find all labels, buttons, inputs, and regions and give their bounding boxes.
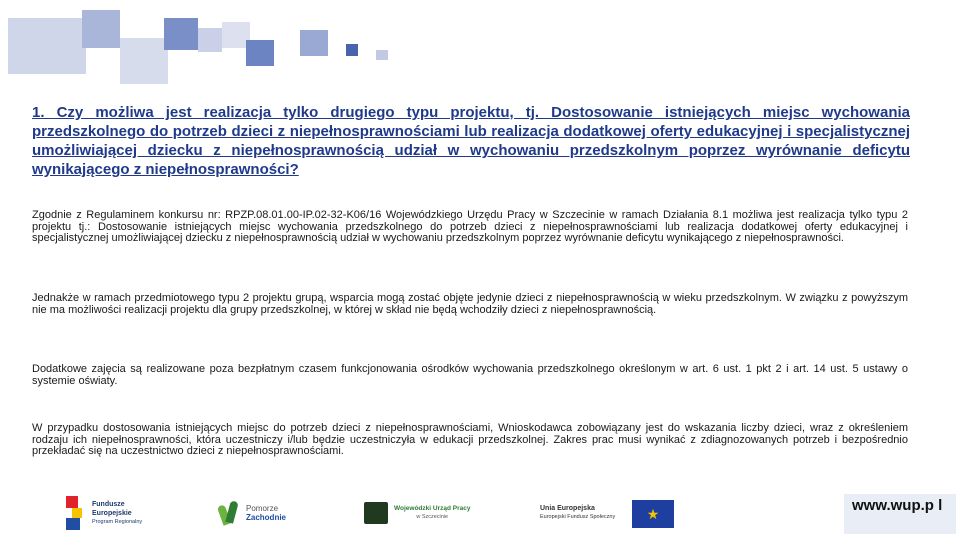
website-url: www.wup.p l [852,497,943,514]
wup-logo: Wojewódzki Urząd Pracy w Szczecinie [364,494,470,532]
fundusze-europejskie-logo: Fundusze Europejskie Program Regionalny [66,494,142,532]
decor-square [246,40,274,66]
wup-mark-icon [364,502,388,524]
decor-square [120,38,168,84]
question-heading: 1. Czy możliwa jest realizacja tylko drugiego typu projektu, tj. Dostosowanie istniejących miejsc wychowania przedszkolnego do potrzeb dzieci z niepełnosprawnościami lub realizacja dodatkowej oferty edukacyjnej i specjalistycznej umożliwiającej dziecku z niepełnosprawnością udział w wychowaniu przedszkolnym poprzez wyrównanie deficytu wynikającego z niepełnosprawności? [32,104,910,178]
decor-square [346,44,358,56]
answer-paragraph: Jednakże w ramach przedmiotowego typu 2 projektu grupą, wsparcia mogą zostać objęte jedynie dzieci z niepełnosprawnością w wieku przedszkolnym. W związku z powyższym nie ma możliwości realizacji projektu dla grupy przedszkolnej, w której w skład nie będą wchodziły dzieci z niepełnosprawnością. [32,292,908,316]
unia-europejska-logo: Unia Europejska Europejski Fundusz Społeczny [540,505,616,520]
decor-square [82,10,120,48]
eu-flag-icon: ★ [632,500,674,528]
answer-paragraph: W przypadku dostosowania istniejących miejsc do potrzeb dzieci z niepełnosprawnościami, Wnioskodawca zobowiązany jest do wskazania liczby dzieci, wraz z określeniem rodzaju ich niepełnosprawności, która uczestniczy i/lub będzie uczestniczyła w edukacji przedszkolnej. Zakres prac musi wynikać z zdiagnozowanych potrzeb i bezpośrednio przekładać się na uczestnictwo dzieci z niepełnosprawnościami. [32,422,908,457]
decor-square [300,30,328,56]
decor-square [8,18,86,74]
answer-paragraph: Dodatkowe zajęcia są realizowane poza bezpłatnym czasem funkcjonowania ośrodków wychowania przedszkolnego określonym w art. 6 ust. 1 pkt 2 i art. 14 ust. 5 ustawy o systemie oświaty. [32,363,908,387]
answer-paragraph: Zgodnie z Regulaminem konkursu nr: RPZP.08.01.00-IP.02-32-K06/16 Wojewódzkiego Urzędu Pracy w Szczecinie w ramach Działania 8.1 możliwa jest realizacja tylko typu 2 projektu tj.: Dostosowanie istniejących miejsc wychowania przedszkolnego do potrzeb dzieci z niepełnosprawnościami lub realizacja dodatkowej oferty edukacyjnej i specjalistycznej umożliwiającej dziecku z niepełnosprawnością udział w wychowaniu przedszkolnym poprzez wyrównanie deficytu wynikającego z niepełnosprawności. [32,209,908,244]
leaf-icon [218,499,240,527]
decor-square [198,28,222,52]
fe-mark-icon [66,496,86,530]
pomorze-zachodnie-logo: Pomorze Zachodnie [218,494,286,532]
decor-square [164,18,198,50]
decor-square [376,50,388,60]
